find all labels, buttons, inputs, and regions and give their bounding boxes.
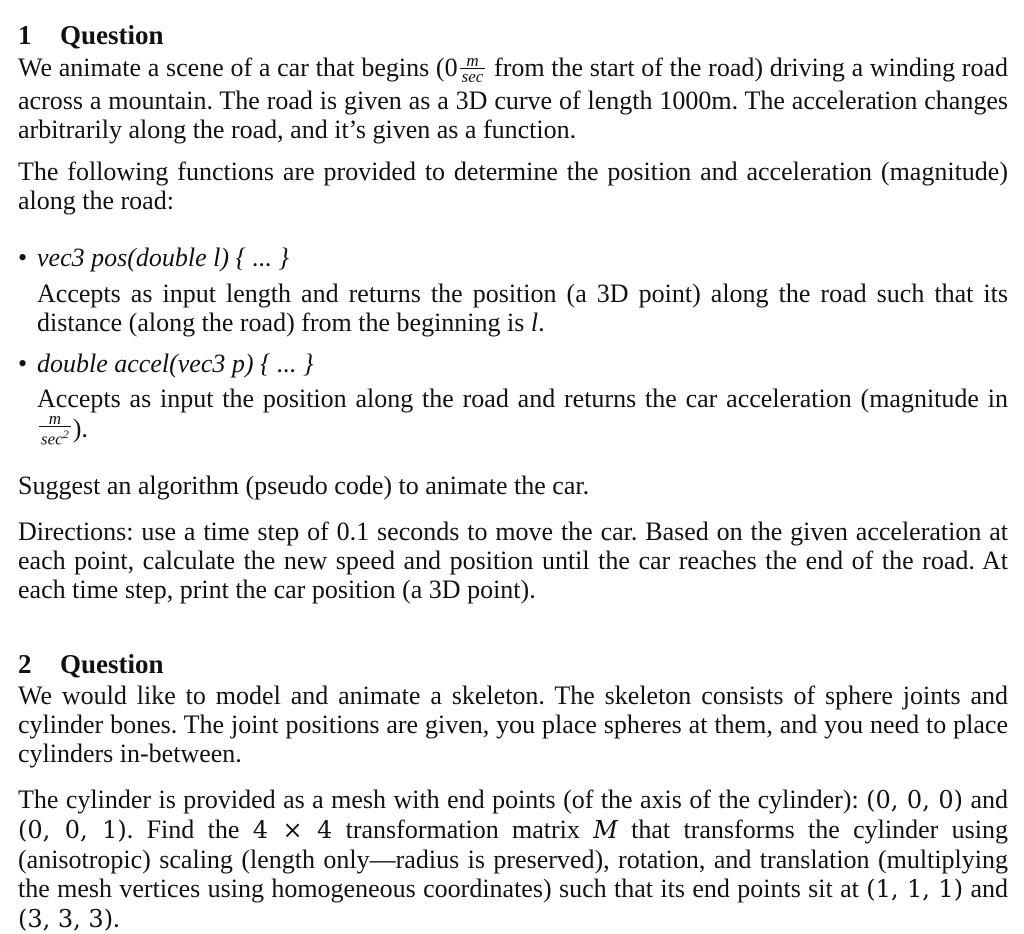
q2-p2-text-b: and: [963, 785, 1009, 814]
bullet-2-title: double accel(vec3 p) { ... }: [37, 349, 314, 378]
matrix-dimensions: 4 × 4: [252, 816, 333, 844]
q1-paragraph-3: Suggest an algorithm (pseudo code) to animate the car.: [18, 471, 590, 500]
q1-number: 1: [18, 20, 32, 50]
bullet-1-body-text: Accepts as input length and returns the position (a 3D point) along the road such that its distance (along the road) from the beginning is: [37, 279, 1008, 337]
frac-denominator-base: sec: [41, 429, 63, 449]
unit-fraction-m-per-sec2: [39, 411, 71, 447]
q2-p2-text-e: that transforms the cylinder using (anisotropic) scaling (length only—radius is preserved), rotation, and translation (multiplying the mesh vertices using homogeneous coordinates) such that its end points sit at: [18, 815, 1008, 903]
q2-paragraph-2: [18, 785, 1008, 934]
q2-title: Question: [60, 649, 164, 679]
point-1-1-1: (1, 1, 1): [866, 875, 964, 903]
point-3-3-3: (3, 3, 3): [18, 905, 114, 933]
q2-number: 2: [18, 649, 32, 679]
q2-paragraph-1: We would like to model and animate a skeleton. The skeleton consists of sphere joints and cylinder bones. The joint positions are given, you place spheres at them, and you need to place cylinders in-between.: [18, 681, 1008, 768]
matrix-symbol: M: [593, 816, 618, 844]
unit-fraction-m-per-sec: [460, 50, 486, 86]
bullet-1-body-end: .: [538, 308, 545, 337]
bullet-1-title: vec3 pos(double l) { ... }: [37, 243, 289, 272]
frac-exponent: 2: [62, 427, 69, 441]
frac-numerator: m: [460, 53, 486, 69]
bullet-1-body: [37, 279, 1008, 337]
frac-denominator: [39, 427, 71, 447]
q2-p2-text-a: The cylinder is provided as a mesh with end points (of the axis of the cylinder):: [18, 785, 867, 814]
q1-paragraph-2: The following functions are provided to determine the position and acceleration (magnitude) along the road:: [18, 157, 1008, 215]
bullet-2-body-text: Accepts as input the position along the road and returns the car acceleration (magnitude in: [37, 384, 1008, 413]
bullet-1-variable: l: [530, 308, 539, 337]
bullet-2-marker: •: [18, 349, 28, 378]
q2-p2-text-d: transformation matrix: [332, 815, 594, 844]
frac-denominator: sec: [461, 66, 484, 86]
q1-paragraph-1: [18, 50, 1009, 144]
q1-title: Question: [60, 20, 164, 50]
bullet-1-marker: •: [18, 243, 28, 272]
q2-p2-text-c: . Find the: [126, 815, 253, 844]
bullet-2-body-end: ).: [72, 413, 88, 443]
q2-heading: [18, 649, 164, 679]
point-0-0-1: (0, 0, 1): [18, 816, 127, 844]
q1-paragraph-4: Directions: use a time step of 0.1 seconds to move the car. Based on the given acceleration at each point, calculate the new speed and position until the car reaches the end of the road. At each time step, print the car position (a 3D point).: [18, 517, 1008, 604]
q2-p2-text-g: .: [113, 904, 120, 933]
frac-numerator: m: [39, 411, 71, 427]
bullet-2-body: [37, 384, 1008, 449]
q1-p1-text-b: from the start of the road) driving a winding road across a mountain. The road is given as a 3D curve of length 1000m. The acceleration changes arbitrarily along the road, and it’s given as a function.: [18, 53, 1009, 144]
q1-p1-text-a: We animate a scene of a car that begins (0: [18, 53, 458, 82]
q2-p2-text-f: and: [963, 874, 1008, 903]
q1-heading: [18, 20, 164, 50]
point-0-0-0: (0, 0, 0): [866, 786, 964, 814]
